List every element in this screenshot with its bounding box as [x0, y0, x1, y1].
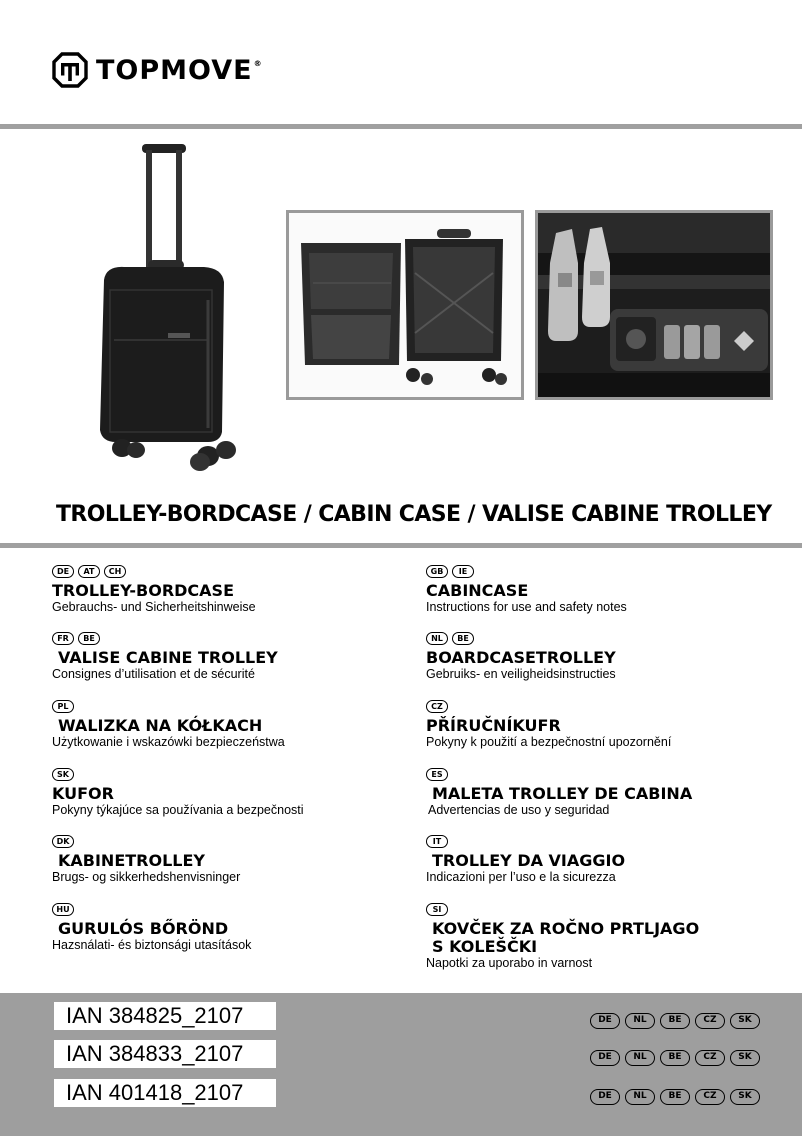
lang-block-it: [426, 835, 786, 885]
country-badges: [426, 903, 786, 918]
country-code-badge: BE: [660, 1013, 690, 1029]
country-code-badge: NL: [625, 1089, 655, 1105]
country-code-badge: SK: [730, 1013, 760, 1029]
country-code-badge: SK: [730, 1089, 760, 1105]
lang-block-de: [52, 565, 412, 615]
lang-title-line2: S KOLEŠČKI: [432, 937, 538, 956]
country-code-badge: DE: [590, 1089, 620, 1105]
country-code-badge: BE: [660, 1050, 690, 1066]
lang-block-cz: [426, 700, 786, 750]
country-badge: ES: [426, 768, 448, 781]
country-badges: [52, 835, 412, 850]
lang-title: BOARDCASETROLLEY: [426, 648, 616, 667]
lang-title: PŘÍRUČNÍKUFR: [426, 716, 561, 735]
ian-bar: [0, 993, 802, 1136]
country-badges: [52, 903, 412, 918]
lang-title: MALETA TROLLEY DE CABINA: [432, 784, 693, 803]
lang-subtitle: Pokyny týkajúce sa používania a bezpečnosti: [52, 803, 304, 817]
country-badges: [52, 768, 412, 783]
lang-block-nl: [426, 632, 786, 682]
country-code-badge: BE: [660, 1089, 690, 1105]
country-badge: HU: [52, 903, 74, 916]
country-badges: [52, 565, 412, 580]
lang-title: CABINCASE: [426, 581, 529, 600]
country-badge: DE: [52, 565, 74, 578]
country-badge: CH: [104, 565, 126, 578]
top-divider: [0, 124, 802, 129]
country-badge: DK: [52, 835, 74, 848]
ian-number: IAN 384825_2107: [54, 1002, 276, 1030]
lang-block-fr: [52, 632, 412, 682]
lang-subtitle: Indicazioni per l’uso e la sicurezza: [426, 870, 616, 884]
country-code-badge: CZ: [695, 1050, 725, 1066]
lang-title: WALIZKA NA KÓŁKACH: [58, 716, 263, 735]
country-code-badge: CZ: [695, 1013, 725, 1029]
country-badges: [52, 700, 412, 715]
brand-name: TOPMOVE®: [96, 54, 263, 86]
country-code-badge: NL: [625, 1013, 655, 1029]
middle-divider: [0, 543, 802, 548]
lang-subtitle: Pokyny k použití a bezpečnostní upozornění: [426, 735, 672, 749]
product-title: TROLLEY-BORDCASE / CABIN CASE / VALISE CABINE TROLLEY: [56, 502, 772, 527]
country-badge: IE: [452, 565, 474, 578]
country-badges: [426, 700, 786, 715]
country-badge: SK: [52, 768, 74, 781]
lang-block-si: [426, 903, 786, 971]
lang-block-es: [426, 768, 786, 818]
country-badge: SI: [426, 903, 448, 916]
brand-logo: [52, 52, 263, 88]
country-code-badge: SK: [730, 1050, 760, 1066]
lang-subtitle: Gebruiks- en veiligheidsinstructies: [426, 667, 616, 681]
country-row: [590, 1089, 760, 1105]
lang-block-hu: [52, 903, 412, 953]
country-badge: IT: [426, 835, 448, 848]
country-badge: BE: [78, 632, 100, 645]
country-code-badge: CZ: [695, 1089, 725, 1105]
country-code-badge: DE: [590, 1013, 620, 1029]
ian-number: IAN 401418_2107: [54, 1079, 276, 1107]
lang-title: KUFOR: [52, 784, 114, 803]
combination-lock-photo: [535, 210, 773, 400]
lang-title: KABINETROLLEY: [58, 851, 205, 870]
country-badge: BE: [452, 632, 474, 645]
country-badge: AT: [78, 565, 100, 578]
suitcase-photo: [80, 140, 250, 480]
lang-block-sk: [52, 768, 412, 818]
country-code-badge: NL: [625, 1050, 655, 1066]
country-badges: [426, 835, 786, 850]
lang-subtitle: Gebrauchs- und Sicherheitshinweise: [52, 600, 256, 614]
lang-subtitle: Hazsnálati- és biztonsági utasítások: [52, 938, 252, 952]
interior-photo: [286, 210, 524, 400]
country-badge: NL: [426, 632, 448, 645]
lang-title: GURULÓS BŐRÖND: [58, 919, 229, 938]
lang-title: TROLLEY DA VIAGGIO: [432, 851, 626, 870]
country-badge: CZ: [426, 700, 448, 713]
country-badges: [426, 768, 786, 783]
country-badge: GB: [426, 565, 448, 578]
topmove-logo-icon: [52, 52, 88, 88]
lang-subtitle: Instructions for use and safety notes: [426, 600, 627, 614]
country-badges: [426, 565, 786, 580]
lang-block-pl: [52, 700, 412, 750]
country-code-badge: DE: [590, 1050, 620, 1066]
lang-subtitle: Użytkowanie i wskazówki bezpieczeństwa: [52, 735, 285, 749]
country-row: [590, 1050, 760, 1066]
lang-subtitle: Advertencias de uso y seguridad: [428, 803, 610, 817]
country-badge: FR: [52, 632, 74, 645]
lang-subtitle: Napotki za uporabo in varnost: [426, 956, 593, 970]
country-row: [590, 1013, 760, 1029]
ian-number: IAN 384833_2107: [54, 1040, 276, 1068]
lang-subtitle: Brugs- og sikkerhedshenvisninger: [52, 870, 241, 884]
country-badges: [52, 632, 412, 647]
lang-title: TROLLEY-BORDCASE: [52, 581, 235, 600]
lang-title: KOVČEK ZA ROČNO PRTLJAGO: [432, 919, 700, 938]
lang-title: VALISE CABINE TROLLEY: [58, 648, 278, 667]
country-badges: [426, 632, 786, 647]
country-badge: PL: [52, 700, 74, 713]
lang-subtitle: Consignes d’utilisation et de sécurité: [52, 667, 255, 681]
lang-block-dk: [52, 835, 412, 885]
lang-block-gb: [426, 565, 786, 615]
